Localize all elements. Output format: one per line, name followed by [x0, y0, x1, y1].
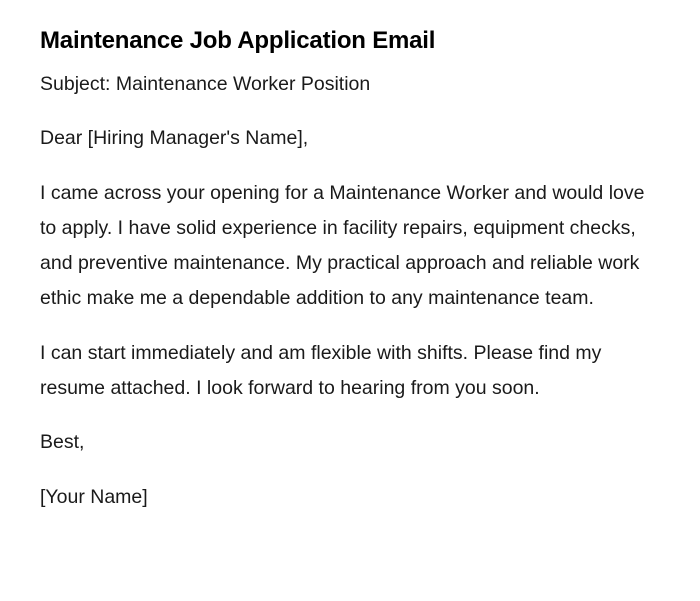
email-closing: Best, [40, 431, 85, 454]
page-title: Maintenance Job Application Email [40, 27, 436, 54]
email-greeting: Dear [Hiring Manager's Name], [40, 127, 309, 150]
email-subject-line: Subject: Maintenance Worker Position [40, 73, 371, 95]
email-signature: [Your Name] [40, 485, 148, 508]
email-body-paragraph-1: I came across your opening for a Maintenance Worker and would love to apply. I have solid experience in facility repairs, equipment checks, and preventive maintenance. My practical approach and reliable work ethic make me a dependable addition to any maintenance team. [40, 181, 645, 310]
email-body-paragraph-2: I can start immediately and am flexible with shifts. Please find my resume attached. I look forward to hearing from you soon. [40, 341, 602, 400]
